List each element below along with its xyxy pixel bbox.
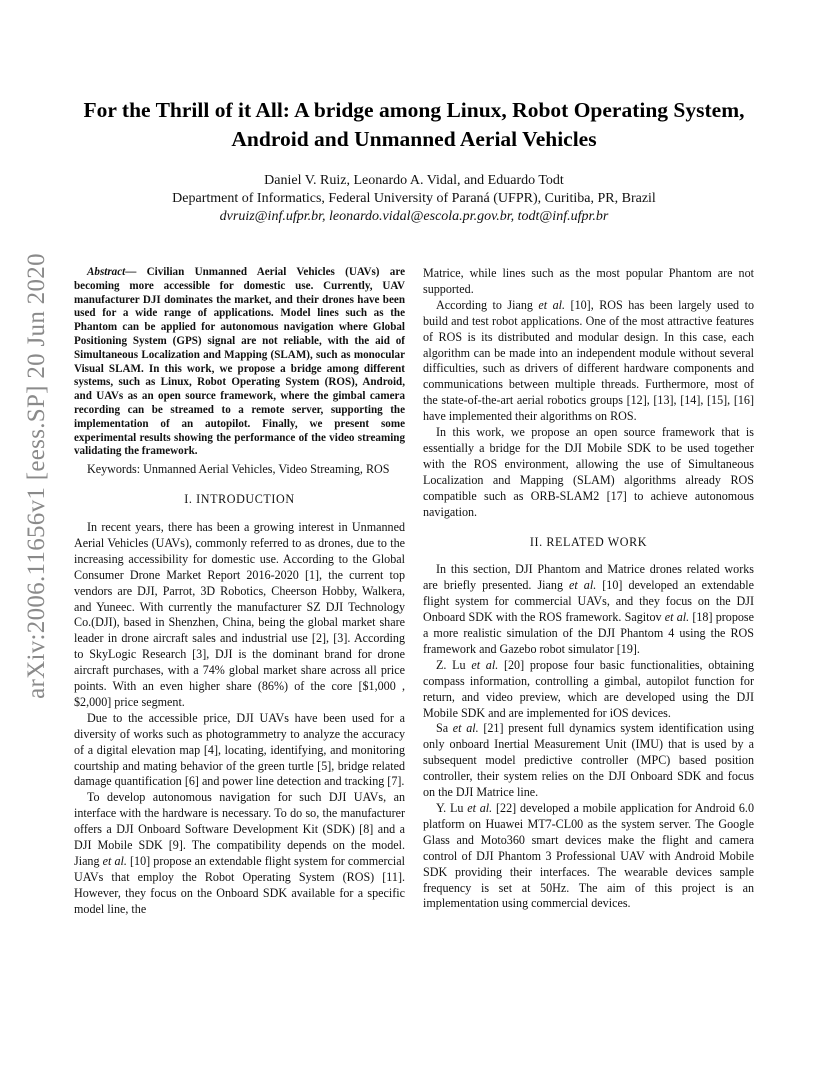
intro-paragraph-4 [423, 298, 754, 425]
et-al: et al. [569, 578, 597, 593]
text-run: [21] present full dynamics system identification using only onboard Inertial Measurement Unit (IMU) that is used by a subsequent model predictive controller (MPC) based position controller, their system relies on the DJI Onboard SDK and focus on the DJI Matrice line. [423, 721, 754, 800]
section-heading-introduction: I. INTRODUCTION [184, 492, 295, 507]
intro-paragraph-1: In recent years, there has been a growing interest in Unmanned Aerial Vehicles (UAVs), commonly referred to as drones, due to the increasing accessibility for domestic use. According to the Global Consumer Drone Market Report 2016-2020 [1], the current top vendors are DJI, Parrot, 3D Robotics, Cheerson Hobby, Walkera, and Yuneec. With currently the manufacturer SZ DJI Technology Co.(DJI), based in Shenzhen, China, being the global market share leader in drone aircraft sales and industrial use [2], [3]. According to SkyLogic Research [3], DJI is the dominant brand for drone aircraft purchases, with a 74% global market share across all price points. With an even higher share (86%) of the core [$1,000 , $2,000] price segment. [74, 519, 405, 709]
left-column [74, 266, 405, 918]
intro-paragraph-3 [74, 790, 405, 917]
intro-paragraph-2: Due to the accessible price, DJI UAVs have been used for a diversity of works such as photogrammetry to analyze the accuracy of a digital elevation map [4], locating, identifying, and monitoring courtship and mating behavior of the green turtle [5], bridge related damage quantification [6] and power line detection and tracking [7]. [74, 710, 405, 789]
intro-paragraph-5: In this work, we propose an open source framework that is essentially a bridge for the DJI Mobile SDK to be used together with the ROS environment, allowing the use of Simultaneous Localization and Mapping (SLAM) algorithms already ROS compatible such as ORB-SLAM2 [17] to achieve autonomous navigation. [423, 425, 754, 519]
paper-title: For the Thrill of it All: A bridge among Linux, Robot Operating System, Android and Unmanned Aerial Vehicles [83, 98, 745, 151]
text-run: [20] propose four basic functionalities, obtaining compass information, controlling a gimbal, autopilot function for return, and video preview, which are developed using the DJI Mobile SDK and are implemented for iOS devices. [423, 657, 754, 720]
text-run: In this section, DJI Phantom and Matrice drones related works are briefly presented. Jiang [423, 562, 754, 593]
abstract-label: Abstract [87, 266, 126, 278]
et-al: et al. [467, 801, 493, 815]
right-column [423, 266, 754, 912]
text-run: [18] propose a more realistic simulation of the DJI Phantom 4 using the ROS framework and Gazebo robot simulator [19]. [423, 610, 755, 656]
text-run: According to Jiang [436, 297, 539, 312]
text-run: [10], ROS has been largely used to build and test robot applications. One of the most attractive features of ROS is its distributed and modular design. In this case, each algorithm can be made into an independent module without several difficulties, such as drivers of different hardware components and communications between multiple threads. Furthermore, most of the state-of-the-art aerial robotics groups [12], [13], [14], [15], [16] have implemented their algorithms on ROS. [423, 297, 754, 424]
et-al: et al. [538, 297, 566, 312]
text-run: [10] propose an extendable flight system for commercial UAVs that employ the Robot Operating System (ROS) [11]. However, they focus on the Onboard SDK available for a specific model line, the [74, 854, 405, 916]
affiliation: Department of Informatics, Federal University of Paraná (UFPR), Curitiba, PR, Brazil [172, 191, 656, 206]
et-al: et al. [471, 657, 499, 672]
related-paragraph-1 [423, 562, 754, 657]
section-heading-related-work: II. RELATED WORK [529, 534, 648, 549]
abstract-text: — Civilian Unmanned Aerial Vehicles (UAVs) are becoming more accessible for domestic use. Currently, UAV manufacturer DJI dominates the market, and their drones have been used for a wide range of applications. Model lines such as the Phantom can be applied for autonomous navigation where Global Positioning System (GPS) signal are not reliable, with the aid of Simultaneous Localization and Mapping (SLAM), such as monocular Visual SLAM. In this work, we propose a bridge among different systems, such as Linux, Robot Operating System (ROS), Android, and UAVs as an open source framework, where the gimbal camera recording can be streamed to a remote server, supporting the implementation of an autopilot. Finally, we present some experimental results showing the performance of the video streaming validating the framework. [74, 266, 405, 458]
et-al: et al. [664, 610, 690, 625]
arxiv-identifier-text: arXiv:2006.11656v1 [eess.SP] 20 Jun 2020 [23, 253, 50, 699]
related-paragraph-3 [423, 721, 754, 801]
text-run: [10] developed an extendable flight system for commercial UAVs, and they focus on the DJI Onboard SDK with the ROS framework. Sagitov [423, 578, 755, 625]
text-run: To develop autonomous navigation for such DJI UAVs, an interface with the hardware is necessary. To do so, the manufacturer offers a DJI Onboard Software Development Kit (SDK) [8] and a DJI Mobile SDK [9]. The compatibility depends on the model. Jiang [74, 790, 405, 868]
related-paragraph-4 [423, 801, 754, 912]
author-emails: dvruiz@inf.ufpr.br, leonardo.vidal@escola.pr.gov.br, todt@inf.ufpr.br [219, 209, 609, 224]
related-paragraph-2 [423, 658, 754, 722]
arxiv-identifier [19, 253, 55, 699]
author-list: Daniel V. Ruiz, Leonardo A. Vidal, and Eduardo Todt [264, 173, 564, 188]
abstract [74, 266, 405, 459]
et-al: et al. [102, 854, 127, 868]
intro-paragraph-3-continued: Matrice, while lines such as the most popular Phantom are not supported. [423, 266, 754, 296]
text-run: Y. Lu [436, 801, 468, 815]
keywords: Keywords: Unmanned Aerial Vehicles, Video Streaming, ROS [87, 462, 390, 477]
text-run: Sa [436, 721, 453, 736]
text-run: Z. Lu [436, 657, 472, 672]
text-run: [22] developed a mobile application for Android 6.0 platform on Huawei MT7-CL00 as the system server. The Google Glass and Moto360 smart devices make the flight and camera control of DJI Phantom 3 Professional UAV with Android Mobile SDK providing their interfaces. The wearable devices sample frequency is set at 50Hz. The aim of this project is an implementation using commercial devices. [423, 801, 754, 911]
et-al: et al. [452, 721, 479, 736]
